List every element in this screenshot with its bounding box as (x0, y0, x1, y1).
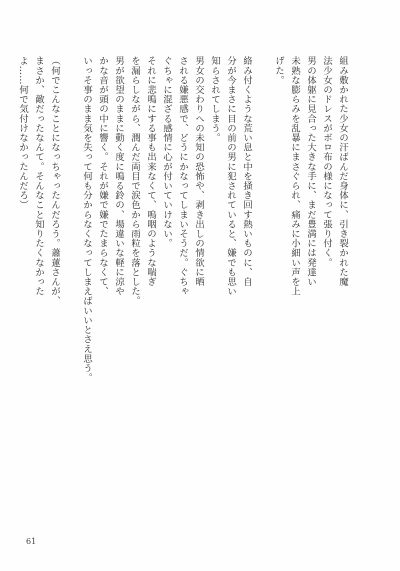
text-line: 分が今まさに目の前の男に犯されていると、嫌でも思い (225, 56, 236, 296)
text-line: 絡み付くような荒い息と中を掻き回す熱いものに、自 (241, 56, 252, 287)
text-line: いっそ事のまま気を失って何も分からなくなってしまえばいいとさえ思う。 (81, 56, 92, 383)
blank-line (254, 56, 270, 522)
blank-line (62, 56, 78, 522)
text-line: ぐちゃに混ざる感情に心が付いていけない。 (161, 56, 172, 248)
blank-line (0, 56, 14, 522)
text-line: 法少女のドレスがボロ布の様になって張り付く。 (321, 56, 332, 268)
text-line: を漏らしながら、潤んだ両目で涙色から雨粒を落とした。 (129, 56, 140, 306)
text-line: 男の体躯に見合った大きな手に、まだ豊満には発達い (305, 56, 316, 287)
text-line: げた。 (273, 56, 284, 85)
text-line: それに悲鳴にする事も出来なくて、嗚咽のような喘ぎ (145, 56, 156, 287)
text-line: 男女の交わりへの未知の恐怖や、剥き出しの情欲に晒 (193, 56, 204, 287)
page-number: 61 (26, 537, 37, 546)
text-line: 知らされてしまう。 (209, 56, 220, 143)
text-line: かな音が頭の中に響く。それが嫌で嫌でたまらなくて、 (97, 56, 108, 296)
text-line: よ……何で気付けなかったんだろ） (17, 56, 28, 210)
text-line: 男が欲望のままに動く度に鳴る鈴の、場違いな軽に涼や (113, 56, 124, 296)
text-line: 組み敷かれた少女の汗ばんだ身体に、引き裂かれた魔 (337, 56, 348, 287)
text-line: される嫌悪感で、どうにかなってしまいそうだ。ぐちゃ (177, 56, 188, 296)
text-line: （何でこんなことになっちゃったんだろう。蕭蓮さんが、 (49, 56, 60, 306)
vertical-text-block (17, 56, 350, 522)
text-line: まさか、敵だったなんて。そんなこと知りたくなかった (33, 56, 44, 296)
text-line: 未熟な膨らみを乱暴にまさぐられ、痛みに小細い声を上 (289, 56, 300, 296)
